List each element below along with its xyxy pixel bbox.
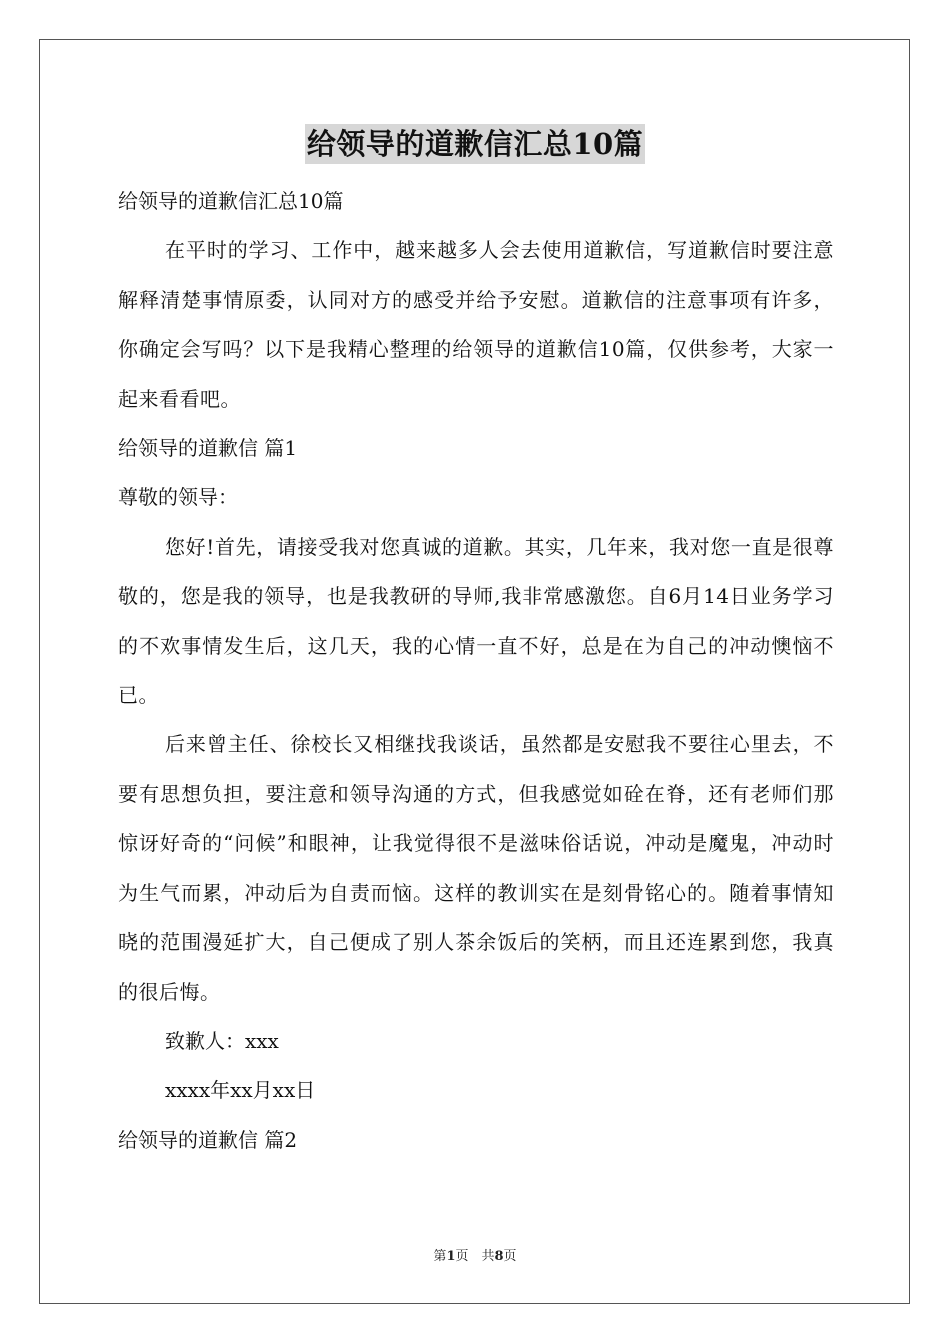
- letter-date: xxxx年xx月xx日: [165, 1078, 316, 1103]
- document-title: 给领导的道歉信汇总10篇: [305, 124, 645, 164]
- section-heading-1: 给领导的道歉信 篇1: [118, 436, 298, 461]
- current-page-number: 1: [446, 1249, 456, 1264]
- salutation: 尊敬的领导：: [118, 485, 238, 510]
- footer-prefix: 第: [433, 1249, 447, 1264]
- letter-paragraph-2: 后来曾主任、徐校长又相继找我谈话，虽然都是安慰我不要往心里去，不要有思想负担，要注意和领导沟通的方式，但我感觉如硂在脊，还有老师们那惊讶好奇的“问候”和眼神，让我觉得很不是滋味俗话说，冲动是魔鬼，冲动时为生气而累，冲动后为自责而恼。这样的教训实在是刻骨铭心的。随着事情知晓的范围漫延扩大，自己便成了别人茶余饭后的笑柄，而且还连累到您，我真的很后悔。: [118, 732, 834, 1004]
- total-page-number: 8: [494, 1249, 504, 1264]
- section-heading-2: 给领导的道歉信 篇2: [118, 1127, 298, 1152]
- document-body: [118, 177, 834, 1165]
- letter-paragraph-1: 您好!首先，请接受我对您真诚的道歉。其实，几年来，我对您一直是很尊敬的，您是我的领导，也是我教研的导师,我非常感激您。自6月14日业务学习的不欢事情发生后，这几天，我的心情一直不好，总是在为自己的冲动懊恼不已。: [118, 534, 834, 708]
- document-subtitle: 给领导的道歉信汇总10篇: [118, 189, 344, 213]
- page-footer: [0, 1245, 950, 1264]
- footer-suffix: 页: [503, 1249, 517, 1264]
- title-container: [0, 124, 950, 164]
- signature: 致歉人：xxx: [165, 1028, 279, 1053]
- footer-mid: 页 共: [455, 1249, 495, 1264]
- intro-paragraph: 在平时的学习、工作中，越来越多人会去使用道歉信，写道歉信时要注意解释清楚事情原委，认同对方的感受并给予安慰。道歉信的注意事项有许多，你确定会写吗？以下是我精心整理的给领导的道歉信10篇，仅供参考，大家一起来看看吧。: [118, 238, 834, 411]
